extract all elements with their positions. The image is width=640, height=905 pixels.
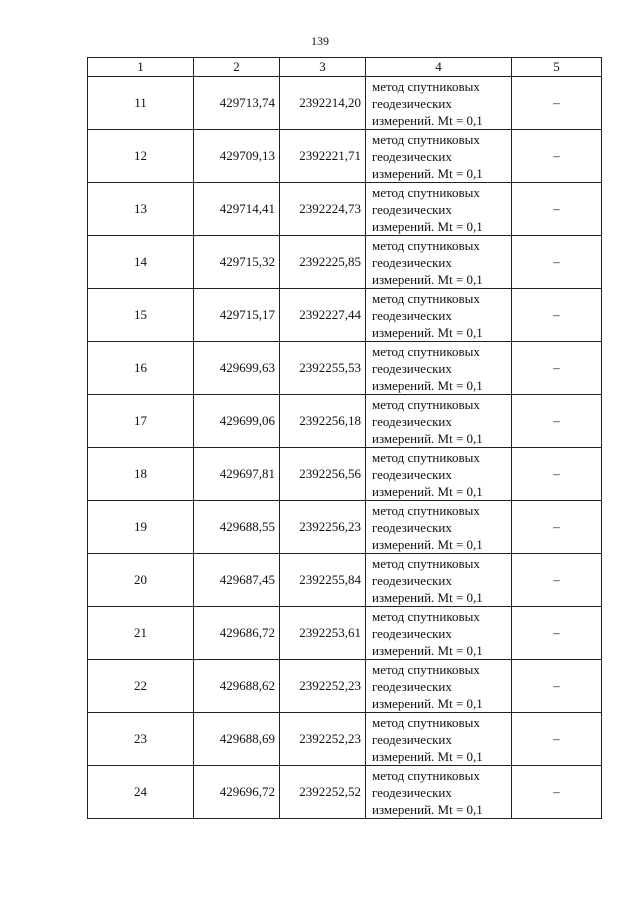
- x-coordinate-cell: 429686,72: [194, 607, 280, 660]
- method-cell: [366, 607, 512, 660]
- point-number-cell: 23: [88, 713, 194, 766]
- method-line: метод спутниковых: [372, 396, 480, 412]
- method-line: измерений. Mt = 0,1: [372, 801, 483, 817]
- x-coordinate-cell: 429715,17: [194, 289, 280, 342]
- x-coordinate-cell: 429687,45: [194, 554, 280, 607]
- point-number-cell: 22: [88, 660, 194, 713]
- point-number-cell: 14: [88, 236, 194, 289]
- header-col-3: 3: [280, 58, 366, 77]
- note-cell: –: [512, 554, 602, 607]
- x-coordinate-cell: 429699,06: [194, 395, 280, 448]
- method-cell: [366, 448, 512, 501]
- note-cell: –: [512, 236, 602, 289]
- method-line: измерений. Mt = 0,1: [372, 271, 483, 287]
- y-coordinate-cell: 2392256,23: [280, 501, 366, 554]
- header-col-5: 5: [512, 58, 602, 77]
- y-coordinate-cell: 2392225,85: [280, 236, 366, 289]
- method-line: метод спутниковых: [372, 237, 480, 253]
- x-coordinate-cell: 429697,81: [194, 448, 280, 501]
- method-line: геодезических: [372, 254, 452, 270]
- table-row: [88, 448, 602, 501]
- method-line: метод спутниковых: [372, 714, 480, 730]
- y-coordinate-cell: 2392253,61: [280, 607, 366, 660]
- method-line: метод спутниковых: [372, 290, 480, 306]
- y-coordinate-cell: 2392224,73: [280, 183, 366, 236]
- note-cell: –: [512, 448, 602, 501]
- table-row: [88, 289, 602, 342]
- method-line: геодезических: [372, 360, 452, 376]
- method-line: измерений. Mt = 0,1: [372, 430, 483, 446]
- table-row: [88, 660, 602, 713]
- note-cell: –: [512, 766, 602, 819]
- method-line: геодезических: [372, 625, 452, 641]
- point-number-cell: 11: [88, 77, 194, 130]
- method-line: метод спутниковых: [372, 767, 480, 783]
- point-number-cell: 19: [88, 501, 194, 554]
- x-coordinate-cell: 429688,62: [194, 660, 280, 713]
- x-coordinate-cell: 429714,41: [194, 183, 280, 236]
- y-coordinate-cell: 2392214,20: [280, 77, 366, 130]
- method-line: измерений. Mt = 0,1: [372, 748, 483, 764]
- method-cell: [366, 660, 512, 713]
- method-cell: [366, 183, 512, 236]
- method-line: измерений. Mt = 0,1: [372, 112, 483, 128]
- y-coordinate-cell: 2392252,23: [280, 713, 366, 766]
- y-coordinate-cell: 2392255,53: [280, 342, 366, 395]
- x-coordinate-cell: 429713,74: [194, 77, 280, 130]
- table-row: [88, 395, 602, 448]
- point-number-cell: 12: [88, 130, 194, 183]
- x-coordinate-cell: 429699,63: [194, 342, 280, 395]
- method-line: метод спутниковых: [372, 343, 480, 359]
- table-body: [88, 77, 602, 819]
- page-number: 139: [311, 34, 329, 48]
- x-coordinate-cell: 429688,55: [194, 501, 280, 554]
- method-line: метод спутниковых: [372, 184, 480, 200]
- method-line: измерений. Mt = 0,1: [372, 536, 483, 552]
- method-line: метод спутниковых: [372, 449, 480, 465]
- method-line: геодезических: [372, 95, 452, 111]
- method-cell: [366, 713, 512, 766]
- method-line: метод спутниковых: [372, 502, 480, 518]
- method-cell: [366, 554, 512, 607]
- method-cell: [366, 501, 512, 554]
- method-line: геодезических: [372, 413, 452, 429]
- point-number-cell: 20: [88, 554, 194, 607]
- method-line: метод спутниковых: [372, 131, 480, 147]
- method-line: геодезических: [372, 201, 452, 217]
- y-coordinate-cell: 2392256,56: [280, 448, 366, 501]
- note-cell: –: [512, 607, 602, 660]
- method-line: метод спутниковых: [372, 608, 480, 624]
- table-row: [88, 713, 602, 766]
- method-line: измерений. Mt = 0,1: [372, 483, 483, 499]
- method-line: геодезических: [372, 307, 452, 323]
- note-cell: –: [512, 342, 602, 395]
- method-cell: [366, 130, 512, 183]
- x-coordinate-cell: 429696,72: [194, 766, 280, 819]
- note-cell: –: [512, 501, 602, 554]
- point-number-cell: 18: [88, 448, 194, 501]
- header-col-1: 1: [88, 58, 194, 77]
- method-cell: [366, 342, 512, 395]
- point-number-cell: 24: [88, 766, 194, 819]
- y-coordinate-cell: 2392227,44: [280, 289, 366, 342]
- note-cell: –: [512, 183, 602, 236]
- note-cell: –: [512, 660, 602, 713]
- note-cell: –: [512, 77, 602, 130]
- table-header-row: [88, 58, 602, 77]
- y-coordinate-cell: 2392221,71: [280, 130, 366, 183]
- table-row: [88, 501, 602, 554]
- method-cell: [366, 395, 512, 448]
- table-row: [88, 130, 602, 183]
- table-row: [88, 766, 602, 819]
- point-number-cell: 21: [88, 607, 194, 660]
- header-col-4: 4: [366, 58, 512, 77]
- note-cell: –: [512, 713, 602, 766]
- method-line: геодезических: [372, 519, 452, 535]
- method-line: измерений. Mt = 0,1: [372, 218, 483, 234]
- y-coordinate-cell: 2392252,23: [280, 660, 366, 713]
- method-line: геодезических: [372, 466, 452, 482]
- x-coordinate-cell: 429709,13: [194, 130, 280, 183]
- method-line: метод спутниковых: [372, 555, 480, 571]
- note-cell: –: [512, 289, 602, 342]
- method-line: геодезических: [372, 572, 452, 588]
- method-cell: [366, 236, 512, 289]
- coordinates-table: [87, 57, 602, 819]
- table-row: [88, 554, 602, 607]
- method-line: геодезических: [372, 784, 452, 800]
- method-line: измерений. Mt = 0,1: [372, 324, 483, 340]
- method-cell: [366, 77, 512, 130]
- method-line: измерений. Mt = 0,1: [372, 377, 483, 393]
- point-number-cell: 16: [88, 342, 194, 395]
- point-number-cell: 17: [88, 395, 194, 448]
- y-coordinate-cell: 2392252,52: [280, 766, 366, 819]
- x-coordinate-cell: 429715,32: [194, 236, 280, 289]
- table-row: [88, 236, 602, 289]
- note-cell: –: [512, 395, 602, 448]
- point-number-cell: 15: [88, 289, 194, 342]
- method-line: метод спутниковых: [372, 78, 480, 94]
- method-cell: [366, 766, 512, 819]
- method-line: метод спутниковых: [372, 661, 480, 677]
- method-cell: [366, 289, 512, 342]
- table-row: [88, 342, 602, 395]
- method-line: геодезических: [372, 678, 452, 694]
- y-coordinate-cell: 2392255,84: [280, 554, 366, 607]
- method-line: измерений. Mt = 0,1: [372, 642, 483, 658]
- method-line: геодезических: [372, 731, 452, 747]
- method-line: измерений. Mt = 0,1: [372, 165, 483, 181]
- header-col-2: 2: [194, 58, 280, 77]
- y-coordinate-cell: 2392256,18: [280, 395, 366, 448]
- method-line: измерений. Mt = 0,1: [372, 695, 483, 711]
- method-line: измерений. Mt = 0,1: [372, 589, 483, 605]
- table-row: [88, 183, 602, 236]
- note-cell: –: [512, 130, 602, 183]
- table-row: [88, 607, 602, 660]
- table-row: [88, 77, 602, 130]
- method-line: геодезических: [372, 148, 452, 164]
- point-number-cell: 13: [88, 183, 194, 236]
- x-coordinate-cell: 429688,69: [194, 713, 280, 766]
